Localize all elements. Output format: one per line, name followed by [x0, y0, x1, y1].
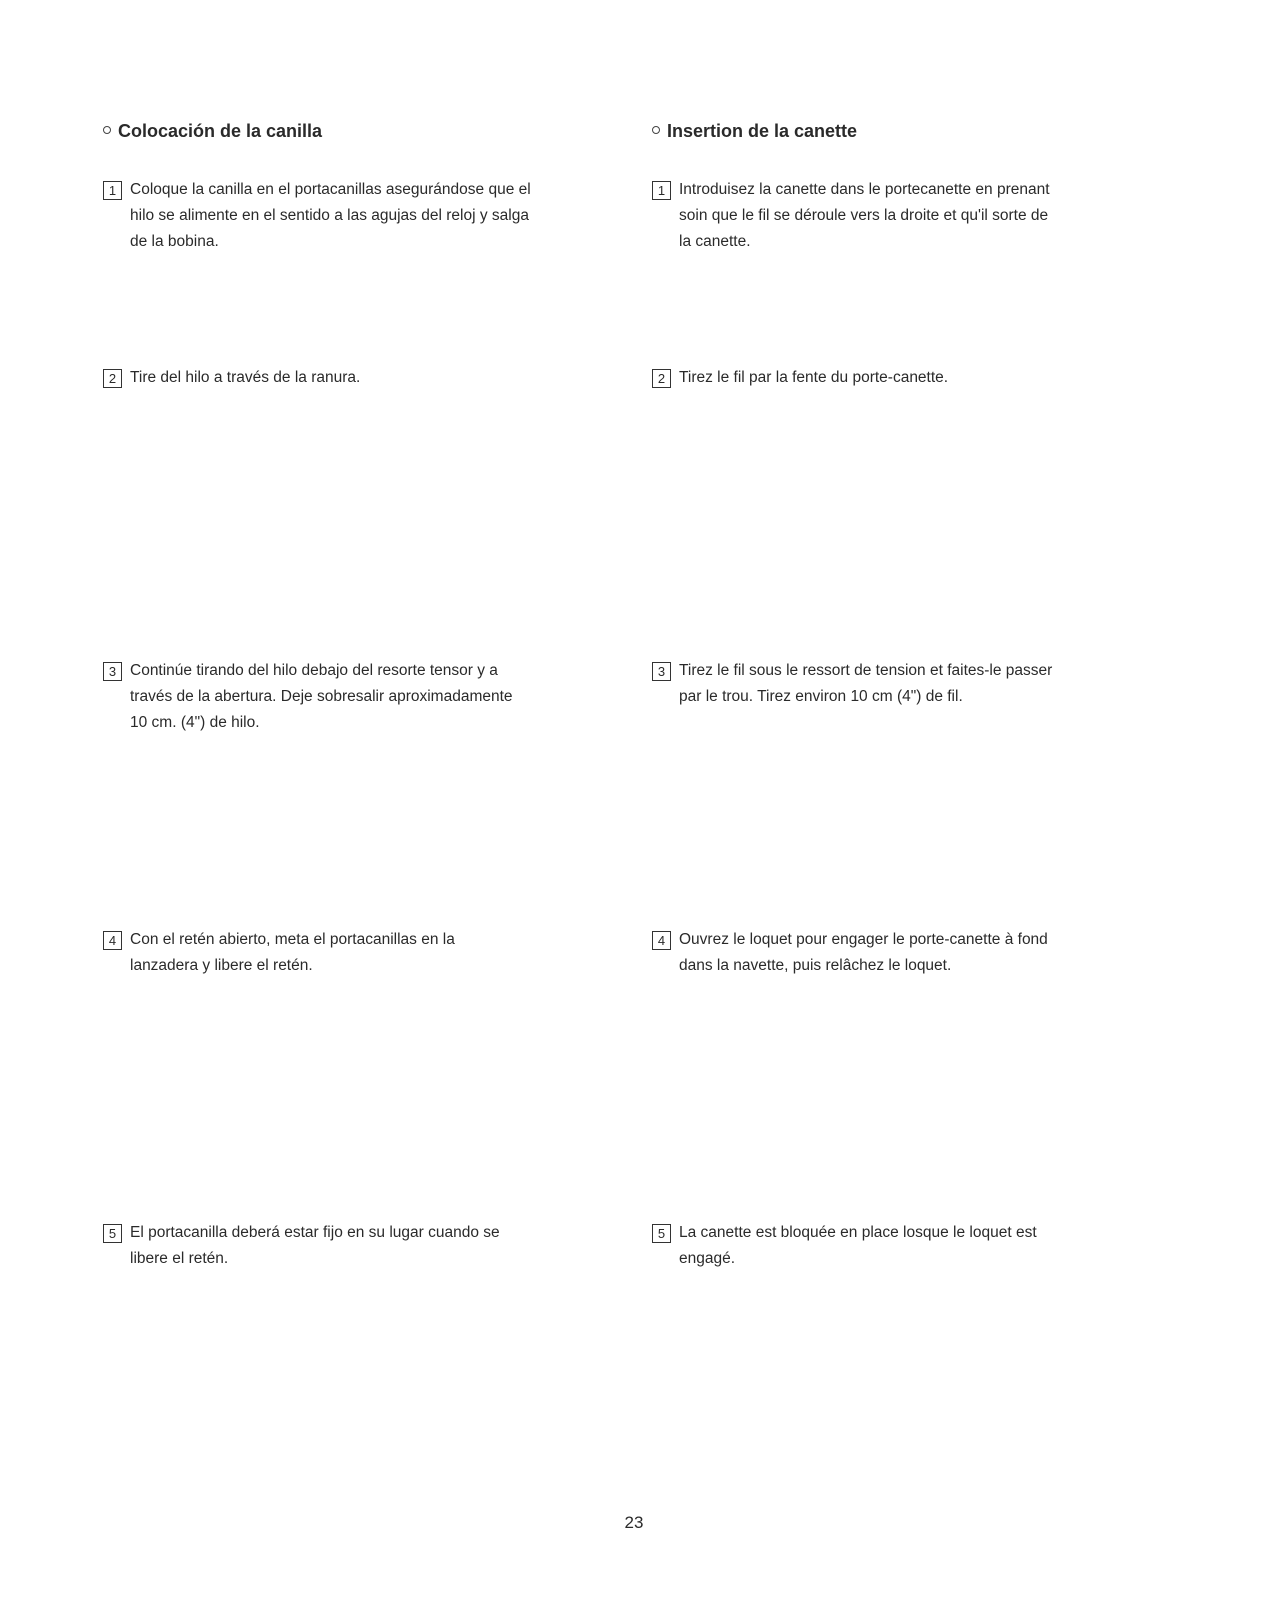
step-number-box: 1: [652, 181, 671, 200]
step-number-box: 1: [103, 181, 122, 200]
spanish-step-4: [103, 927, 603, 979]
spanish-step-5: [103, 1220, 603, 1272]
step-text: La canette est bloquée en place losque le loquet est engagé.: [679, 1224, 1037, 1267]
step-text: Introduisez la canette dans le portecanette en prenant soin que le fil se déroule vers la droite et qu'il sorte de la canette.: [679, 181, 1050, 250]
step-text: El portacanilla deberá estar fijo en su lugar cuando se libere el retén.: [130, 1224, 500, 1267]
bullet-icon: [103, 126, 111, 134]
step-number-box: 4: [652, 931, 671, 950]
step-number-box: 2: [652, 369, 671, 388]
french-step-5: [652, 1220, 1132, 1272]
step-text: Tirez le fil sous le ressort de tension et faites-le passer par le trou. Tirez environ 10 cm (4") de fil.: [679, 662, 1053, 705]
step-text: Tirez le fil par la fente du porte-canette.: [679, 369, 949, 386]
french-heading: [652, 121, 857, 142]
french-step-4: [652, 927, 1132, 979]
french-step-3: [652, 658, 1132, 710]
french-heading-text: Insertion de la canette: [667, 121, 858, 141]
step-text: Continúe tirando del hilo debajo del resorte tensor y a través de la abertura. Deje sobresalir aproximadamente 10 cm. (4") de hilo.: [130, 662, 513, 731]
spanish-step-3: [103, 658, 603, 736]
step-number-box: 5: [103, 1224, 122, 1243]
step-number-box: 3: [652, 662, 671, 681]
spanish-step-1: [103, 177, 603, 255]
step-text: Tire del hilo a través de la ranura.: [130, 369, 361, 386]
step-number-box: 5: [652, 1224, 671, 1243]
spanish-heading: [103, 121, 322, 142]
step-text: Coloque la canilla en el portacanillas asegurándose que el hilo se alimente en el sentido a las agujas del reloj y salga de la bobina.: [130, 181, 531, 250]
french-step-2: [652, 365, 1132, 391]
spanish-heading-text: Colocación de la canilla: [118, 121, 323, 141]
page-number: 23: [624, 1513, 644, 1532]
step-number-box: 2: [103, 369, 122, 388]
french-step-1: [652, 177, 1132, 255]
bullet-icon: [652, 126, 660, 134]
step-number-box: 3: [103, 662, 122, 681]
step-number-box: 4: [103, 931, 122, 950]
spanish-step-2: [103, 365, 603, 391]
step-text: Con el retén abierto, meta el portacanillas en la lanzadera y libere el retén.: [130, 931, 455, 974]
step-text: Ouvrez le loquet pour engager le porte-canette à fond dans la navette, puis relâchez le loquet.: [679, 931, 1048, 974]
